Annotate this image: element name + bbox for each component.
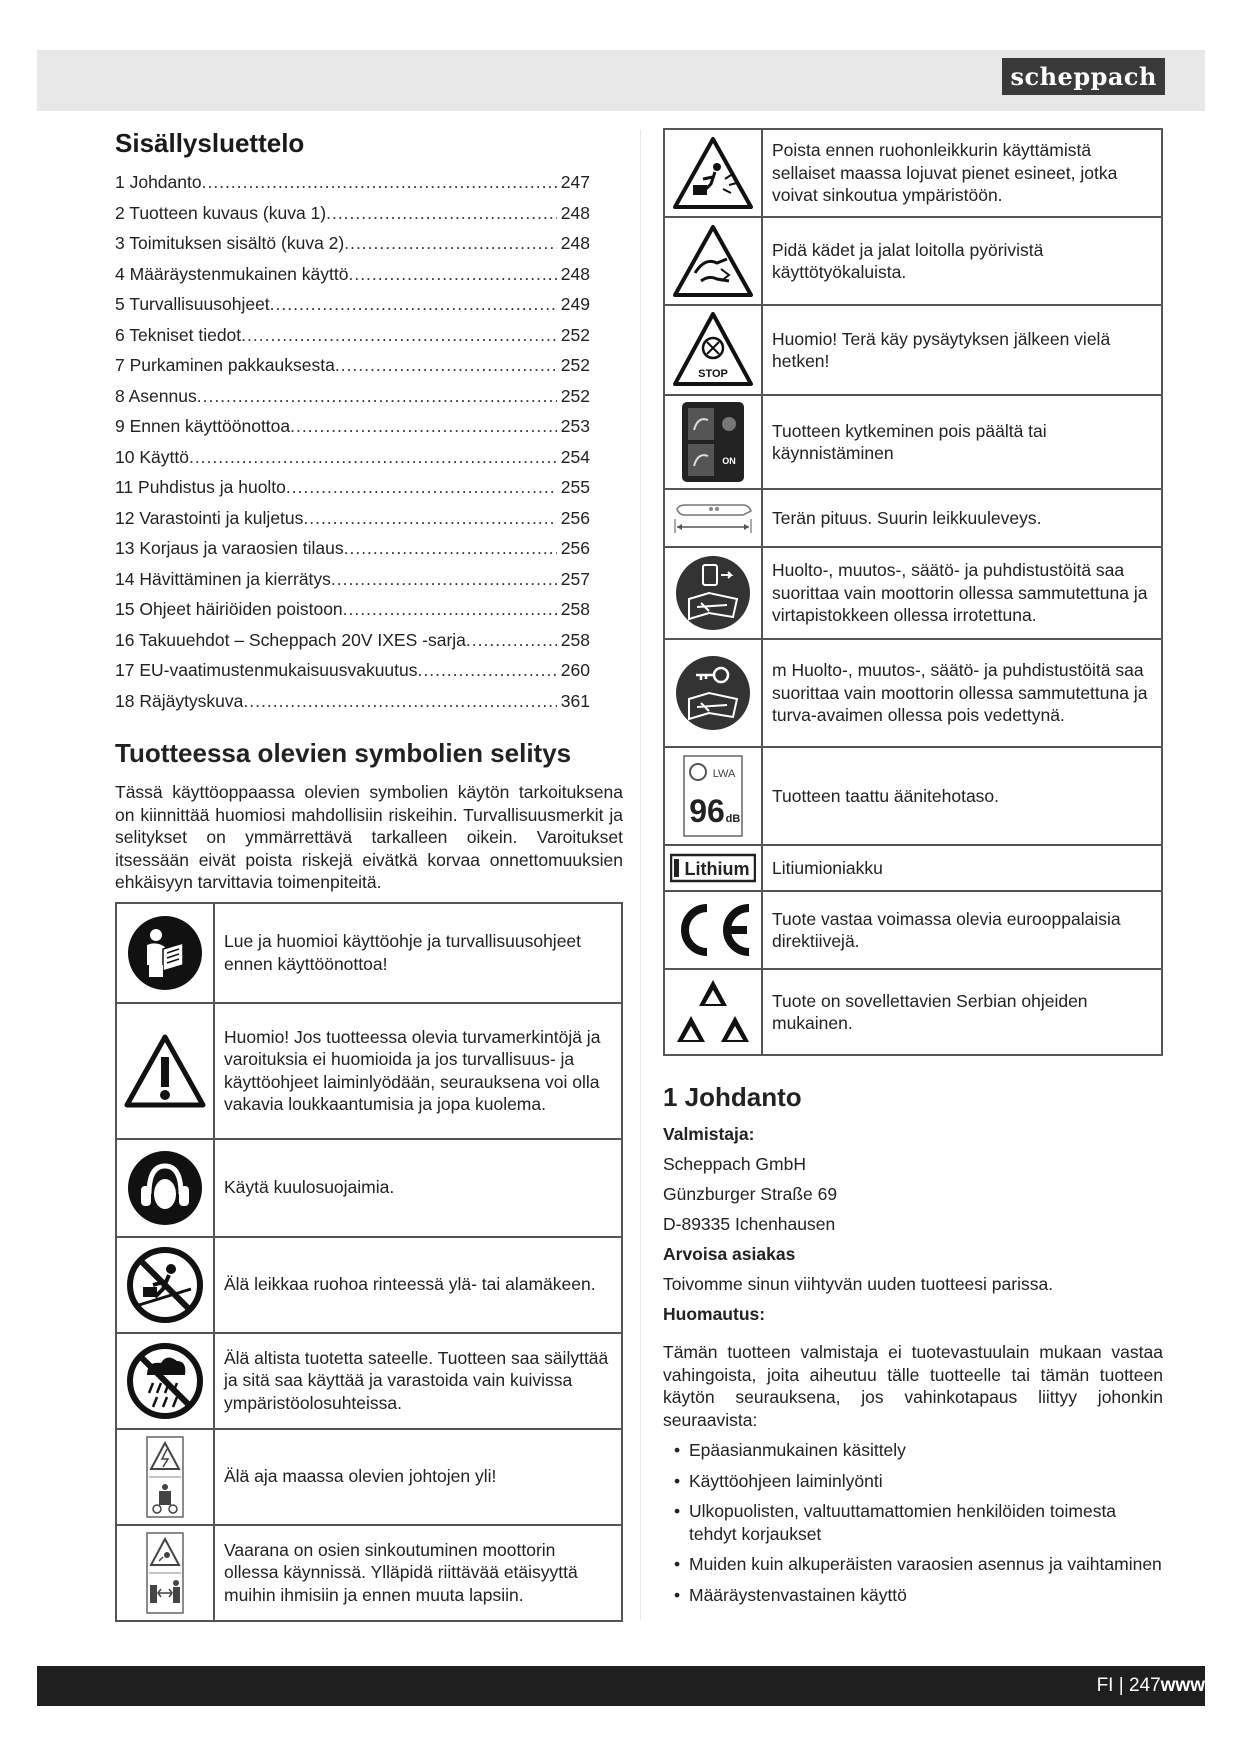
- symbols-table-right: [663, 128, 1163, 1056]
- symbol-text: Poista ennen ruohonleikkurin käyttämistä sellaiset maassa lojuvat pienet esineet, jotka voivat sinkoutua ympäristöön.: [762, 129, 1162, 217]
- symbol-text: Terän pituus. Suurin leikkuuleveys.: [762, 489, 1162, 547]
- toc-item-title: 13 Korjaus ja varaosien tilaus: [115, 538, 344, 558]
- symbol-text: Tuotteen kytkeminen pois päältä tai käynnistäminen: [762, 395, 1162, 489]
- no-cable-icon: [121, 1435, 209, 1519]
- symbol-text: m Huolto-, muutos-, säätö- ja puhdistustöitä saa suorittaa vain moottorin ollessa sammutettuna ja turva-avaimen ollessa pois vedettynä.: [762, 639, 1162, 747]
- customer-text: Toivomme sinun viihtyvän uuden tuotteesi parissa.: [663, 1274, 1054, 1294]
- address-line: Günzburger Straße 69: [663, 1184, 838, 1204]
- toc-item: [115, 289, 590, 320]
- read-manual-icon: [121, 913, 209, 993]
- on-off-icon: [669, 400, 757, 484]
- remove-objects-icon: [669, 135, 757, 211]
- ce-mark-icon: [669, 900, 757, 960]
- toc-item-title: 8 Asennus: [115, 385, 197, 406]
- header-bar: [37, 50, 1205, 111]
- symbol-row: [116, 1333, 622, 1429]
- symbol-text: Lue ja huomioi käyttöohje ja turvallisuusohjeet ennen käyttöönottoa!: [214, 903, 622, 1003]
- sound-level-icon: [669, 754, 757, 838]
- toc-item-title: 3 Toimituksen sisältö (kuva 2): [115, 233, 345, 253]
- note-label: Huomautus:: [663, 1304, 766, 1324]
- sound-level: 96: [689, 793, 725, 829]
- symbol-text: Vaarana on osien sinkoutuminen moottorin ollessa käynnissä. Ylläpidä riittävää etäisyyttä muihin ihmisiin ja ennen muuta lapsiin.: [214, 1525, 622, 1621]
- symbol-row: [664, 845, 1162, 891]
- toc-item-page: 252: [560, 385, 590, 406]
- toc-leader: [348, 259, 556, 290]
- toc-item-title: 15 Ohjeet häiriöiden poistoon: [115, 599, 343, 619]
- toc-item-page: 248: [560, 202, 590, 223]
- symbol-text: Älä altista tuotetta sateelle. Tuotteen saa säilyttää ja sitä saa käyttää ja varastoida vain kuivissa ympäristöolosuhteissa.: [214, 1333, 622, 1429]
- list-item: • Käyttöohjeen laiminlyönti: [663, 1470, 1163, 1493]
- toc-leader: [331, 564, 557, 595]
- footer-web: www: [1160, 1675, 1205, 1696]
- symbol-row: [664, 969, 1162, 1055]
- blade-length-icon: [669, 501, 757, 535]
- toc-item: [115, 411, 590, 442]
- symbol-row: [664, 891, 1162, 969]
- symbol-text: Litiumioniakku: [762, 845, 1162, 891]
- symbols-table-left: [115, 902, 623, 1622]
- symbol-text: Käytä kuulosuojaimia.: [214, 1139, 622, 1237]
- toc-leader: [202, 167, 557, 198]
- customer-label: Arvoisa asiakas: [663, 1244, 796, 1264]
- toc-item-page: 248: [560, 263, 590, 284]
- toc-item-title: 2 Tuotteen kuvaus (kuva 1): [115, 202, 327, 223]
- symbol-text: Pidä kädet ja jalat loitolla pyörivistä käyttötyökaluista.: [762, 217, 1162, 305]
- list-item: • Ulkopuolisten, valtuuttamattomien henkilöiden toimesta tehdyt korjaukset: [663, 1500, 1163, 1545]
- toc-item-page: 258: [560, 629, 590, 650]
- toc-item-page: 256: [560, 538, 590, 558]
- toc-item-title: 10 Käyttö: [115, 446, 189, 467]
- toc-item: [115, 259, 590, 290]
- no-slope-mowing-icon: [121, 1245, 209, 1325]
- toc-leader: [197, 381, 557, 412]
- toc-leader: [241, 320, 557, 351]
- footer-page: FI | 247: [1096, 1675, 1161, 1696]
- toc-item-page: 254: [560, 446, 590, 467]
- page-number: [1097, 1675, 1205, 1697]
- flying-parts-icon: [121, 1531, 209, 1615]
- toc-leader: [344, 228, 557, 259]
- right-column: [663, 128, 1163, 1614]
- on-label: ON: [722, 456, 736, 466]
- liability-list: [663, 1439, 1163, 1606]
- brand-logo: scheppach: [1002, 58, 1165, 95]
- ear-protection-icon: [121, 1148, 209, 1228]
- warning-triangle-icon: [121, 1033, 209, 1109]
- symbol-row: [116, 1429, 622, 1525]
- symbol-row: [664, 547, 1162, 639]
- toc-leader: [290, 411, 557, 442]
- toc-item: [115, 625, 590, 656]
- toc-leader: [418, 655, 557, 686]
- blade-stop-icon: [669, 310, 757, 390]
- address-line: Scheppach GmbH: [663, 1154, 806, 1174]
- symbol-text: Tuote vastaa voimassa olevia eurooppalaisia direktiivejä.: [762, 891, 1162, 969]
- toc-item: [115, 686, 590, 717]
- toc-item-page: 361: [560, 690, 590, 711]
- lwa-label: LWA: [712, 768, 736, 780]
- lithium-icon: [669, 853, 757, 883]
- symbol-row: [664, 305, 1162, 395]
- symbol-row: [664, 747, 1162, 845]
- toc-item-title: 16 Takuuehdot – Scheppach 20V IXES -sarja: [115, 629, 466, 650]
- toc-item-title: 11 Puhdistus ja huolto: [115, 477, 286, 497]
- lithium-label: Lithium: [684, 859, 750, 879]
- toc-item-page: 260: [560, 660, 590, 680]
- toc-item-page: 248: [560, 233, 590, 253]
- symbol-row: [116, 1237, 622, 1333]
- toc-list: [115, 167, 623, 716]
- symbol-text: Huomio! Terä käy pysäytyksen jälkeen vielä hetken!: [762, 305, 1162, 395]
- toc-item-title: 1 Johdanto: [115, 172, 202, 192]
- toc-item-page: 247: [560, 172, 590, 192]
- list-item: • Määräystenvastainen käyttö: [663, 1584, 1163, 1607]
- toc-item-title: 6 Tekniset tiedot: [115, 324, 242, 345]
- toc-leader: [344, 533, 557, 564]
- toc-leader: [189, 442, 557, 473]
- toc-leader: [326, 198, 557, 229]
- toc-item-page: 258: [560, 599, 590, 619]
- toc-item: [115, 167, 590, 198]
- toc-item: [115, 381, 590, 412]
- toc-item-page: 255: [560, 477, 590, 497]
- toc-item-title: 14 Hävittäminen ja kierrätys: [115, 568, 331, 589]
- symbols-title: Tuotteessa olevien symbolien selitys: [115, 738, 572, 768]
- manufacturer-label: Valmistaja:: [663, 1124, 755, 1144]
- toc-item: [115, 594, 590, 625]
- toc-item: [115, 655, 590, 686]
- symbol-row: [664, 129, 1162, 217]
- toc-leader: [270, 289, 557, 320]
- toc-item-page: 257: [560, 568, 590, 589]
- toc-item: [115, 198, 590, 229]
- symbol-text: Älä aja maassa olevien johtojen yli!: [214, 1429, 622, 1525]
- toc-leader: [335, 350, 557, 381]
- list-item: • Muiden kuin alkuperäisten varaosien asennus ja vaihtaminen: [663, 1553, 1163, 1576]
- toc-item-page: 252: [560, 355, 590, 375]
- symbols-intro: Tässä käyttöoppaassa olevien symbolien käytön tarkoituksena on kiinnittää huomiosi mahdollisiin riskeihin. Turvallisuusmerkit ja selitykset on ymmärrettävä tarkalleen oikein. Varoitukset itsessään eivät poista riskejä eivätkä korvaa onnettomuuksien ehkäisyyn tarvittavia toimenpiteitä.: [115, 782, 623, 892]
- toc-item: [115, 228, 590, 259]
- toc-item: [115, 442, 590, 473]
- symbol-row: [664, 639, 1162, 747]
- column-divider: [640, 130, 641, 1620]
- intro-title: 1 Johdanto: [663, 1082, 802, 1112]
- symbol-text: Tuotteen taattu äänitehotaso.: [762, 747, 1162, 845]
- note-text: Tämän tuotteen valmistaja ei tuotevastuulain mukaan vastaa vahingoista, joita aiheutuu tälle tuotteelle tai tämän tuotteen käytön seurauksena, jos vahinkotapaus liittyy johonkin seuraavista:: [663, 1342, 1163, 1430]
- toc-item-title: 4 Määräystenmukainen käyttö: [115, 263, 349, 284]
- toc-item: [115, 320, 590, 351]
- toc-item: [115, 533, 590, 564]
- symbol-row: [664, 489, 1162, 547]
- symbol-row: [116, 1003, 622, 1139]
- sound-unit: dB: [725, 813, 741, 825]
- symbol-text: Huomio! Jos tuotteessa olevia turvamerkintöjä ja varoituksia ei huomioida ja jos turvallisuus- ja käyttöohjeet laiminlyödään, seurauksena voi olla vakavia loukkaantumisia ja jopa kuolema.: [214, 1003, 622, 1139]
- left-column: [115, 128, 623, 1622]
- toc-leader: [343, 594, 557, 625]
- toc-leader: [466, 625, 557, 656]
- toc-item-title: 5 Turvallisuusohjeet: [115, 294, 270, 314]
- toc-item-title: 17 EU-vaatimustenmukaisuusvakuutus: [115, 660, 418, 680]
- address-line: D-89335 Ichenhausen: [663, 1214, 836, 1234]
- toc-item-page: 253: [560, 416, 590, 436]
- symbol-row: [664, 217, 1162, 305]
- list-item: • Epäasianmukainen käsittely: [663, 1439, 1163, 1462]
- symbol-row: [664, 395, 1162, 489]
- toc-item-title: 7 Purkaminen pakkauksesta: [115, 355, 335, 375]
- no-rain-icon: [121, 1341, 209, 1421]
- toc-item: [115, 472, 590, 503]
- toc-title: Sisällysluettelo: [115, 128, 305, 158]
- maintenance-plug-icon: [669, 553, 757, 633]
- footer-bar: [37, 1666, 1205, 1706]
- toc-item-page: 249: [560, 294, 590, 314]
- toc-item-title: 9 Ennen käyttöönottoa: [115, 416, 291, 436]
- toc-leader: [286, 472, 557, 503]
- toc-item-page: 252: [560, 324, 590, 345]
- toc-item-title: 12 Varastointi ja kuljetus: [115, 507, 304, 528]
- symbol-text: Huolto-, muutos-, säätö- ja puhdistustöitä saa suorittaa vain moottorin ollessa sammutettuna ja virtapistokkeen ollessa irrotettuna.: [762, 547, 1162, 639]
- symbol-row: [116, 903, 622, 1003]
- toc-item: [115, 564, 590, 595]
- maintenance-key-icon: [669, 653, 757, 733]
- toc-item-page: 256: [560, 507, 590, 528]
- toc-item-title: 18 Räjäytyskuva: [115, 690, 244, 711]
- symbol-row: [116, 1139, 622, 1237]
- toc-item: [115, 350, 590, 381]
- symbol-text: Älä leikkaa ruohoa rinteessä ylä- tai alamäkeen.: [214, 1237, 622, 1333]
- toc-leader: [243, 686, 556, 717]
- serbian-mark-icon: [669, 976, 757, 1048]
- toc-item: [115, 503, 590, 534]
- symbol-row: [116, 1525, 622, 1621]
- stop-label: STOP: [698, 368, 728, 380]
- toc-leader: [303, 503, 556, 534]
- symbol-text: Tuote on sovellettavien Serbian ohjeiden mukainen.: [762, 969, 1162, 1055]
- keep-hands-away-icon: [669, 223, 757, 299]
